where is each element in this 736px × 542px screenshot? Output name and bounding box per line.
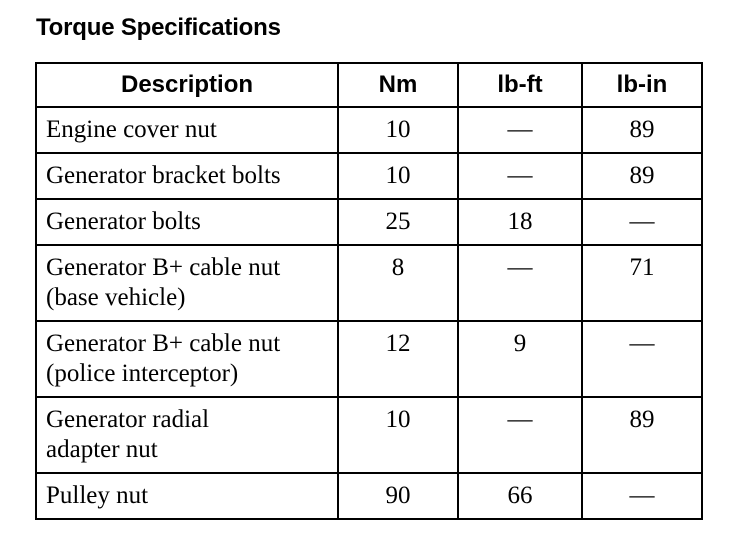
lbin-cell: — bbox=[582, 199, 702, 245]
lbin-cell: 89 bbox=[582, 153, 702, 199]
description-line: Generator radial bbox=[46, 406, 210, 433]
table-row bbox=[36, 397, 702, 473]
description-line: Generator bolts bbox=[46, 208, 201, 235]
nm-cell: 10 bbox=[338, 397, 458, 473]
nm-cell: 10 bbox=[338, 153, 458, 199]
description-line-2: (base vehicle) bbox=[46, 284, 186, 311]
torque-spec-table bbox=[35, 62, 703, 520]
description-cell bbox=[36, 397, 338, 473]
description-line: Pulley nut bbox=[46, 482, 149, 509]
nm-cell: 8 bbox=[338, 245, 458, 321]
table-row bbox=[36, 199, 702, 245]
header-lbft: lb-ft bbox=[458, 63, 582, 107]
table-row bbox=[36, 473, 702, 519]
header-nm: Nm bbox=[338, 63, 458, 107]
description-line: Generator B+ cable nut bbox=[46, 330, 281, 357]
nm-cell: 90 bbox=[338, 473, 458, 519]
nm-cell: 10 bbox=[338, 107, 458, 153]
description-cell bbox=[36, 473, 338, 519]
table-row bbox=[36, 321, 702, 397]
lbft-cell: 9 bbox=[458, 321, 582, 397]
lbft-cell: 18 bbox=[458, 199, 582, 245]
nm-cell: 12 bbox=[338, 321, 458, 397]
table-row bbox=[36, 245, 702, 321]
lbin-cell: 89 bbox=[582, 107, 702, 153]
lbin-cell: — bbox=[582, 473, 702, 519]
page-title: Torque Specifications bbox=[36, 14, 281, 41]
table-header-row bbox=[36, 63, 702, 107]
description-cell bbox=[36, 199, 338, 245]
description-line: Engine cover nut bbox=[46, 116, 217, 143]
header-lbin: lb-in bbox=[582, 63, 702, 107]
lbft-cell: — bbox=[458, 245, 582, 321]
nm-cell: 25 bbox=[338, 199, 458, 245]
lbft-cell: — bbox=[458, 107, 582, 153]
header-description: Description bbox=[36, 63, 338, 107]
description-line: Generator bracket bolts bbox=[46, 162, 281, 189]
table-row bbox=[36, 107, 702, 153]
lbft-cell: 66 bbox=[458, 473, 582, 519]
description-line-2: adapter nut bbox=[46, 436, 158, 463]
description-line: Generator B+ cable nut bbox=[46, 254, 281, 281]
description-line-2: (police interceptor) bbox=[46, 360, 239, 387]
lbin-cell: 89 bbox=[582, 397, 702, 473]
description-cell bbox=[36, 321, 338, 397]
description-cell bbox=[36, 245, 338, 321]
lbin-cell: — bbox=[582, 321, 702, 397]
lbft-cell: — bbox=[458, 153, 582, 199]
lbin-cell: 71 bbox=[582, 245, 702, 321]
lbft-cell: — bbox=[458, 397, 582, 473]
table-row bbox=[36, 153, 702, 199]
description-cell bbox=[36, 107, 338, 153]
description-cell bbox=[36, 153, 338, 199]
